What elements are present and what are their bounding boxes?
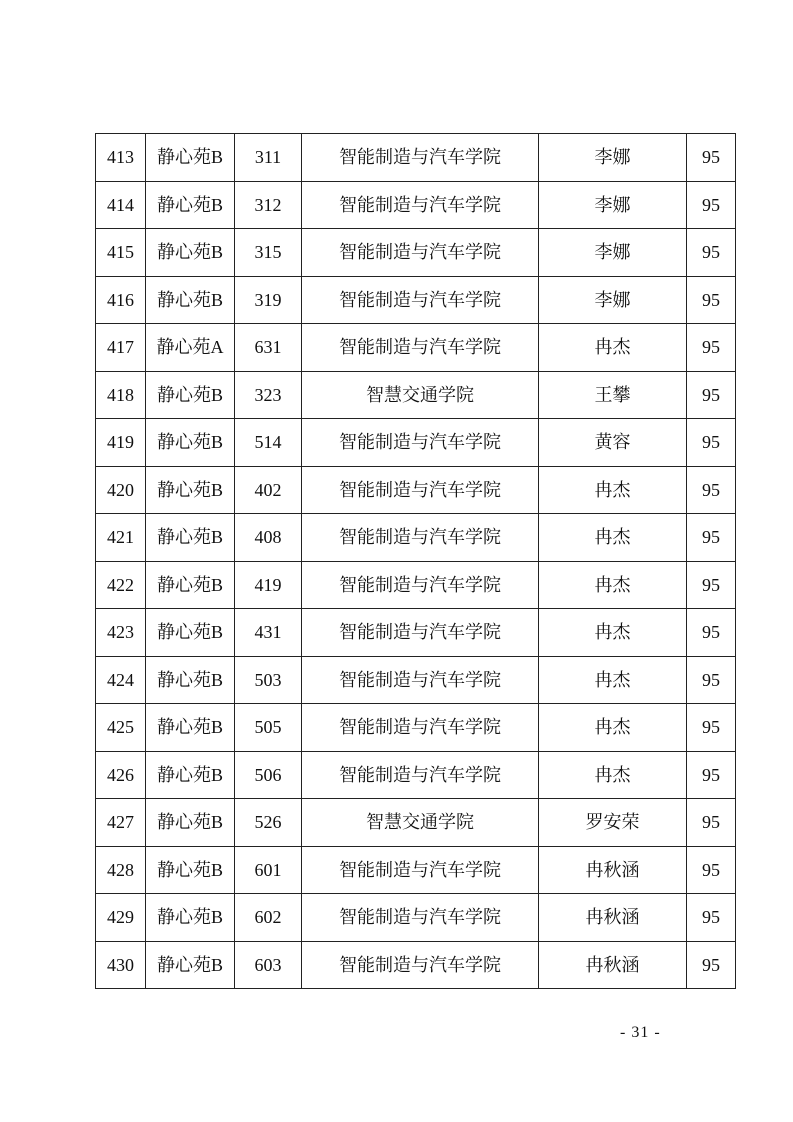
building-cell: 静心苑B	[146, 609, 235, 657]
table-row	[96, 609, 736, 657]
building-cell: 静心苑A	[146, 324, 235, 372]
room-cell: 408	[235, 514, 302, 562]
score-cell: 95	[687, 514, 736, 562]
score-cell: 95	[687, 181, 736, 229]
room-cell: 319	[235, 276, 302, 324]
person-cell: 冉杰	[539, 751, 687, 799]
room-cell: 506	[235, 751, 302, 799]
building-cell: 静心苑B	[146, 561, 235, 609]
room-cell: 526	[235, 799, 302, 847]
score-cell: 95	[687, 751, 736, 799]
row-number-cell: 429	[96, 894, 146, 942]
building-cell: 静心苑B	[146, 751, 235, 799]
person-cell: 冉秋涵	[539, 846, 687, 894]
table-row	[96, 324, 736, 372]
row-number-cell: 420	[96, 466, 146, 514]
college-cell: 智能制造与汽车学院	[302, 276, 539, 324]
room-cell: 514	[235, 419, 302, 467]
room-cell: 315	[235, 229, 302, 277]
table-row	[96, 656, 736, 704]
building-cell: 静心苑B	[146, 941, 235, 989]
room-cell: 601	[235, 846, 302, 894]
person-cell: 李娜	[539, 134, 687, 182]
row-number-cell: 427	[96, 799, 146, 847]
room-cell: 603	[235, 941, 302, 989]
person-cell: 罗安荣	[539, 799, 687, 847]
table-row	[96, 561, 736, 609]
building-cell: 静心苑B	[146, 894, 235, 942]
room-cell: 503	[235, 656, 302, 704]
room-cell: 402	[235, 466, 302, 514]
row-number-cell: 413	[96, 134, 146, 182]
row-number-cell: 417	[96, 324, 146, 372]
score-cell: 95	[687, 609, 736, 657]
building-cell: 静心苑B	[146, 276, 235, 324]
score-cell: 95	[687, 371, 736, 419]
row-number-cell: 414	[96, 181, 146, 229]
row-number-cell: 421	[96, 514, 146, 562]
row-number-cell: 428	[96, 846, 146, 894]
table-row	[96, 229, 736, 277]
row-number-cell: 430	[96, 941, 146, 989]
score-cell: 95	[687, 941, 736, 989]
room-cell: 505	[235, 704, 302, 752]
person-cell: 冉秋涵	[539, 894, 687, 942]
room-cell: 323	[235, 371, 302, 419]
college-cell: 智能制造与汽车学院	[302, 609, 539, 657]
college-cell: 智能制造与汽车学院	[302, 419, 539, 467]
building-cell: 静心苑B	[146, 134, 235, 182]
person-cell: 冉杰	[539, 609, 687, 657]
row-number-cell: 424	[96, 656, 146, 704]
row-number-cell: 415	[96, 229, 146, 277]
building-cell: 静心苑B	[146, 656, 235, 704]
records-table-body	[96, 134, 736, 989]
table-row	[96, 894, 736, 942]
person-cell: 冉杰	[539, 656, 687, 704]
page-number: - 31 -	[620, 1024, 661, 1041]
score-cell: 95	[687, 561, 736, 609]
person-cell: 冉杰	[539, 704, 687, 752]
person-cell: 冉秋涵	[539, 941, 687, 989]
table-row	[96, 941, 736, 989]
room-cell: 311	[235, 134, 302, 182]
row-number-cell: 422	[96, 561, 146, 609]
table-row	[96, 846, 736, 894]
score-cell: 95	[687, 894, 736, 942]
college-cell: 智能制造与汽车学院	[302, 324, 539, 372]
row-number-cell: 426	[96, 751, 146, 799]
records-table	[95, 133, 736, 989]
college-cell: 智能制造与汽车学院	[302, 846, 539, 894]
table-row	[96, 751, 736, 799]
room-cell: 312	[235, 181, 302, 229]
room-cell: 631	[235, 324, 302, 372]
table-row	[96, 799, 736, 847]
building-cell: 静心苑B	[146, 419, 235, 467]
college-cell: 智慧交通学院	[302, 371, 539, 419]
room-cell: 431	[235, 609, 302, 657]
row-number-cell: 423	[96, 609, 146, 657]
college-cell: 智能制造与汽车学院	[302, 514, 539, 562]
person-cell: 冉杰	[539, 561, 687, 609]
table-row	[96, 514, 736, 562]
score-cell: 95	[687, 466, 736, 514]
score-cell: 95	[687, 324, 736, 372]
college-cell: 智能制造与汽车学院	[302, 229, 539, 277]
college-cell: 智能制造与汽车学院	[302, 466, 539, 514]
score-cell: 95	[687, 846, 736, 894]
college-cell: 智能制造与汽车学院	[302, 704, 539, 752]
building-cell: 静心苑B	[146, 229, 235, 277]
person-cell: 冉杰	[539, 324, 687, 372]
score-cell: 95	[687, 229, 736, 277]
table-row	[96, 276, 736, 324]
building-cell: 静心苑B	[146, 799, 235, 847]
score-cell: 95	[687, 656, 736, 704]
person-cell: 冉杰	[539, 466, 687, 514]
building-cell: 静心苑B	[146, 514, 235, 562]
college-cell: 智能制造与汽车学院	[302, 751, 539, 799]
person-cell: 李娜	[539, 229, 687, 277]
row-number-cell: 419	[96, 419, 146, 467]
college-cell: 智能制造与汽车学院	[302, 561, 539, 609]
table-row	[96, 134, 736, 182]
person-cell: 冉杰	[539, 514, 687, 562]
building-cell: 静心苑B	[146, 704, 235, 752]
table-row	[96, 371, 736, 419]
college-cell: 智能制造与汽车学院	[302, 656, 539, 704]
college-cell: 智能制造与汽车学院	[302, 181, 539, 229]
score-cell: 95	[687, 704, 736, 752]
table-row	[96, 466, 736, 514]
building-cell: 静心苑B	[146, 181, 235, 229]
table-row	[96, 419, 736, 467]
building-cell: 静心苑B	[146, 846, 235, 894]
college-cell: 智慧交通学院	[302, 799, 539, 847]
row-number-cell: 418	[96, 371, 146, 419]
room-cell: 419	[235, 561, 302, 609]
table-row	[96, 704, 736, 752]
building-cell: 静心苑B	[146, 466, 235, 514]
college-cell: 智能制造与汽车学院	[302, 894, 539, 942]
person-cell: 王攀	[539, 371, 687, 419]
score-cell: 95	[687, 276, 736, 324]
person-cell: 黄容	[539, 419, 687, 467]
row-number-cell: 416	[96, 276, 146, 324]
building-cell: 静心苑B	[146, 371, 235, 419]
person-cell: 李娜	[539, 181, 687, 229]
room-cell: 602	[235, 894, 302, 942]
college-cell: 智能制造与汽车学院	[302, 134, 539, 182]
score-cell: 95	[687, 134, 736, 182]
row-number-cell: 425	[96, 704, 146, 752]
college-cell: 智能制造与汽车学院	[302, 941, 539, 989]
score-cell: 95	[687, 799, 736, 847]
table-row	[96, 181, 736, 229]
person-cell: 李娜	[539, 276, 687, 324]
score-cell: 95	[687, 419, 736, 467]
